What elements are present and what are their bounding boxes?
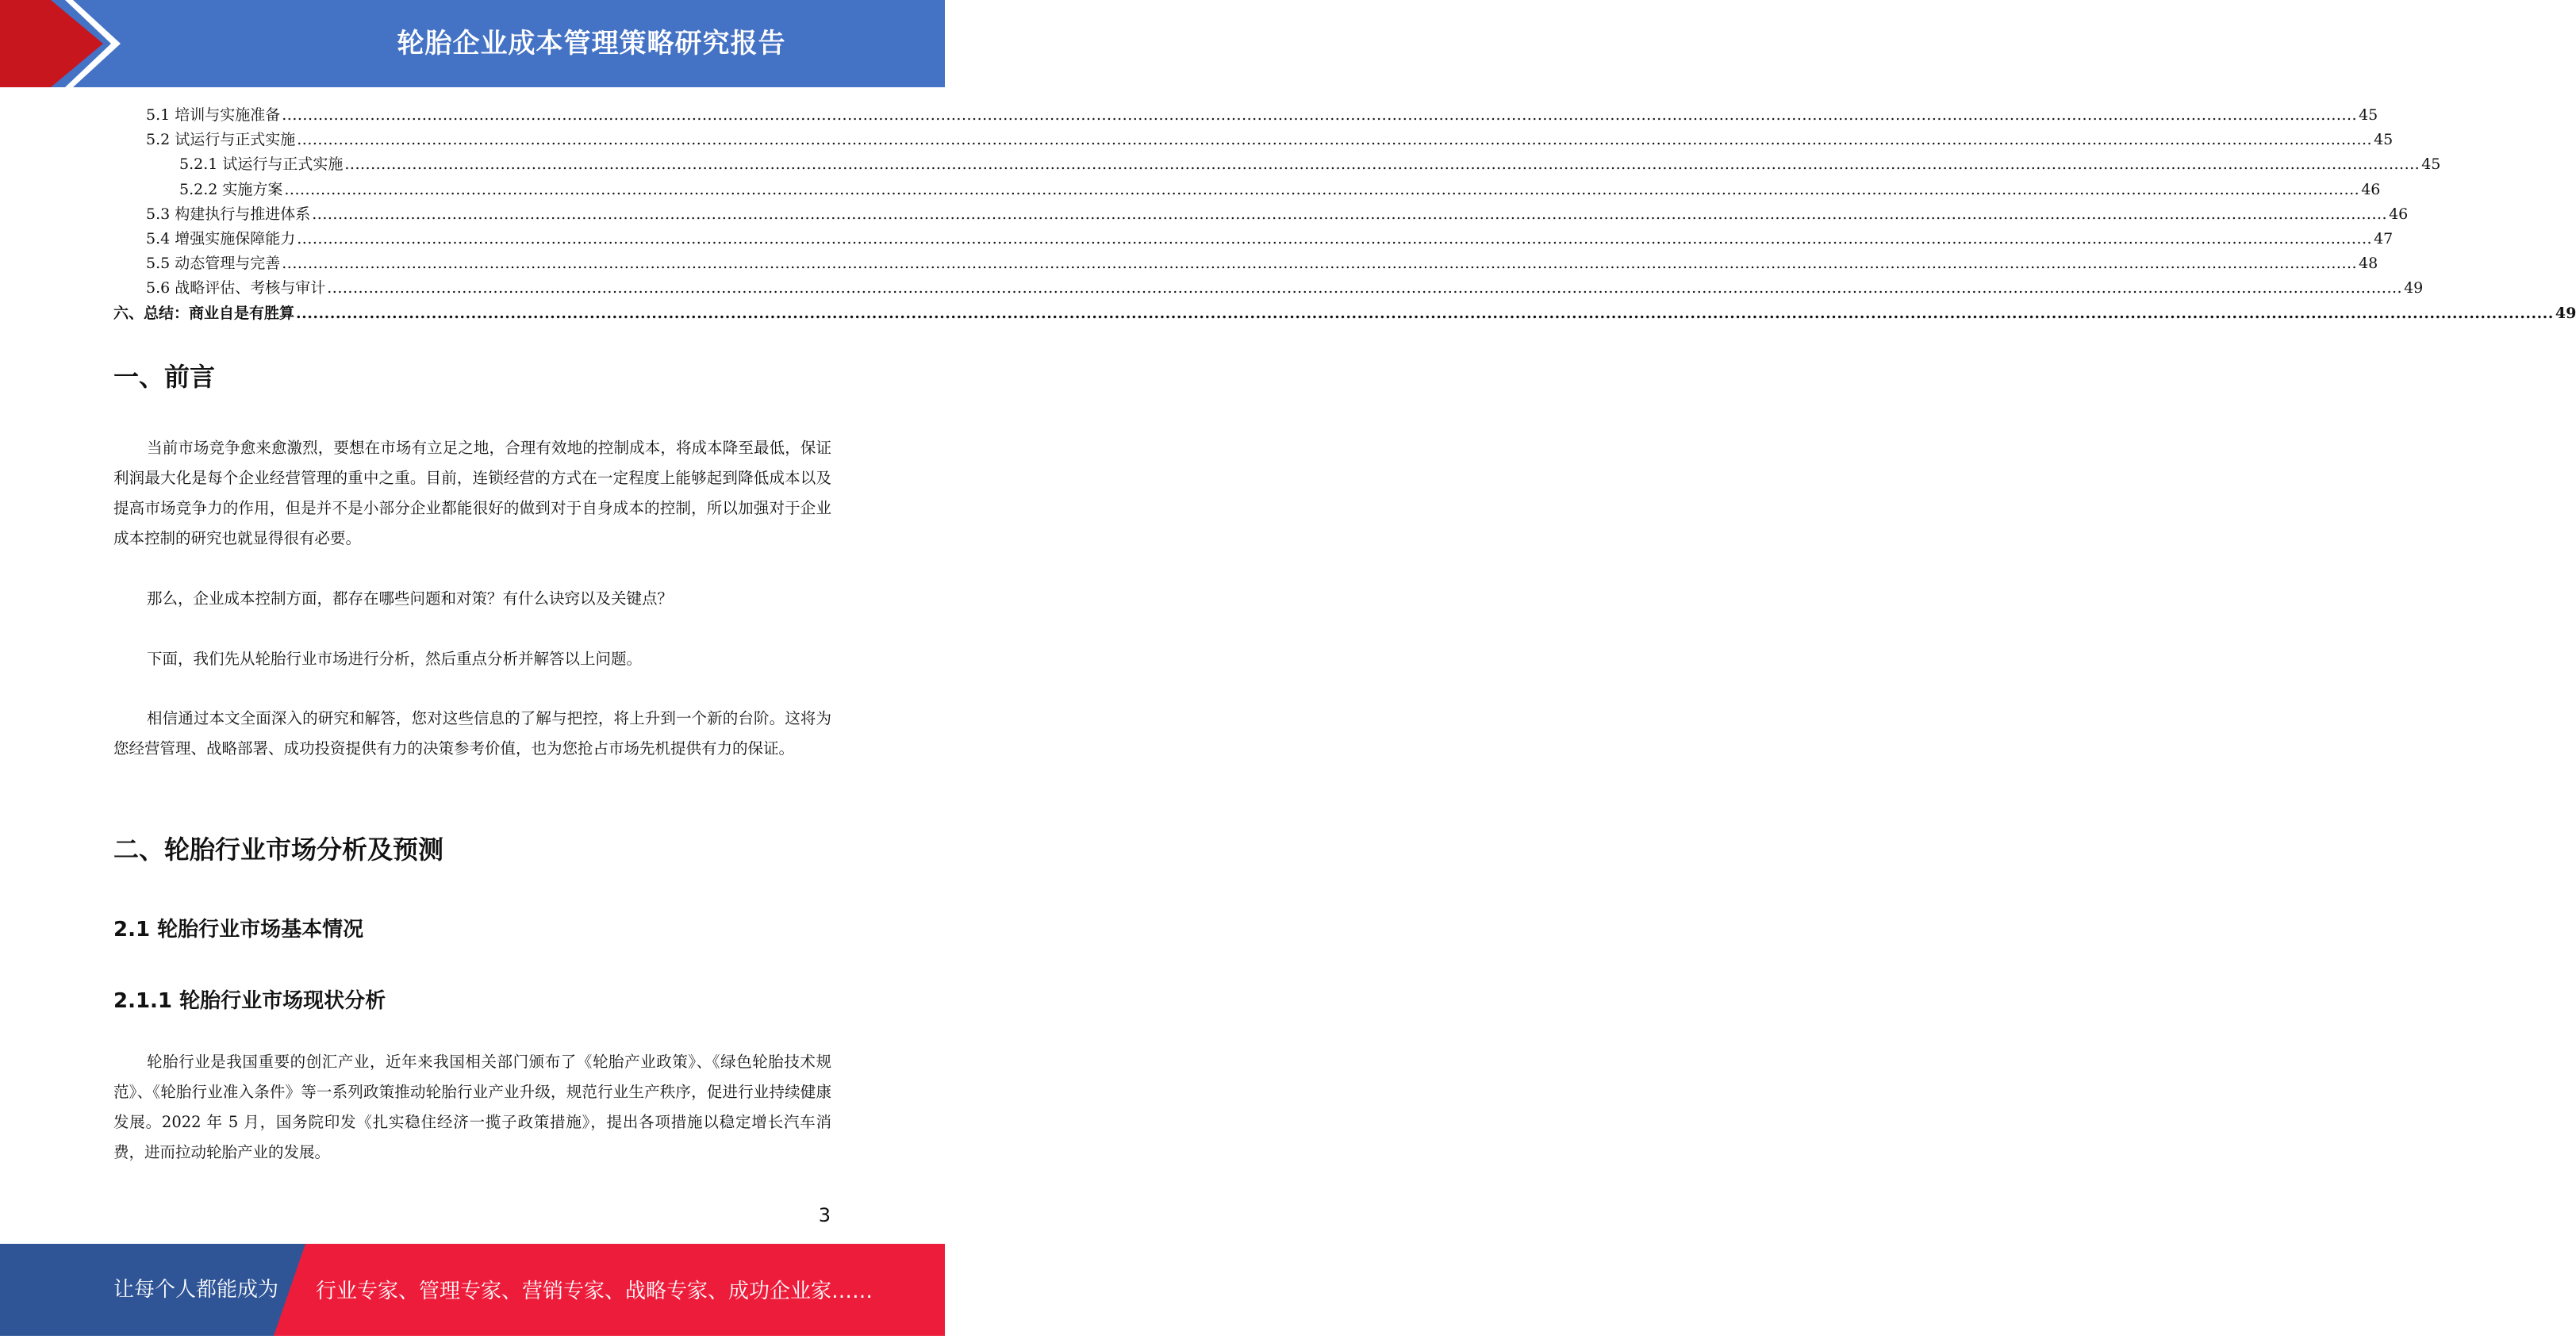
toc-entry[interactable] bbox=[113, 103, 2378, 128]
toc-entry[interactable] bbox=[113, 128, 2394, 152]
toc-leader-dots: ................................................................................................................................................................................................................................................................................................................................................................................................................ bbox=[297, 131, 2373, 149]
page-number: 3 bbox=[818, 1204, 831, 1226]
toc-entry-page: 46 bbox=[2361, 180, 2381, 198]
toc-entry[interactable] bbox=[113, 227, 2394, 251]
toc-entry-page: 49 bbox=[2555, 304, 2576, 322]
section-heading: 二、轮胎行业市场分析及预测 bbox=[113, 834, 444, 865]
toc-entry-title: 六、总结：商业自是有胜算 bbox=[113, 304, 295, 322]
section-heading: 一、前言 bbox=[113, 362, 216, 392]
toc-entry[interactable] bbox=[113, 202, 2409, 227]
page-footer bbox=[0, 1244, 945, 1336]
toc-entry-page: 45 bbox=[2359, 106, 2378, 124]
toc-entry[interactable] bbox=[113, 152, 2441, 177]
toc-entry-title: 5.6 战略评估、考核与审计 bbox=[146, 279, 326, 297]
toc-entry-title: 5.5 动态管理与完善 bbox=[146, 255, 281, 273]
subsection-heading: 2.1 轮胎行业市场基本情况 bbox=[113, 918, 364, 942]
toc-entry-page: 45 bbox=[2421, 155, 2441, 174]
toc-entry-page: 47 bbox=[2374, 229, 2394, 247]
toc-entry-page: 48 bbox=[2359, 255, 2378, 273]
toc-leader-dots: ................................................................................................................................................................................................................................................................................................................................................................................................................ bbox=[282, 255, 2358, 273]
toc-leader-dots: ................................................................................................................................................................................................................................................................................................................................................................................................................ bbox=[282, 106, 2358, 124]
toc-entry-title: 5.4 增强实施保障能力 bbox=[146, 229, 296, 247]
toc-entry-title: 5.2.1 试运行与正式实施 bbox=[179, 155, 344, 174]
body-paragraph: 当前市场竞争愈来愈激烈，要想在市场有立足之地，合理有效地的控制成本，将成本降至最低，保证利润最大化是每个企业经营管理的重中之重。目前，连锁经营的方式在一定程度上能够起到降低成本以及提高市场竞争力的作用，但是并不是小部分企业都能很好的做到对于自身成本的控制，所以加强对于企业成本控制的研究也就显得很有必要。 bbox=[113, 439, 831, 547]
toc-leader-dots: ................................................................................................................................................................................................................................................................................................................................................................................................................ bbox=[296, 304, 2554, 322]
report-title: 轮胎企业成本管理策略研究报告 bbox=[397, 28, 786, 59]
body-paragraph: 下面，我们先从轮胎行业市场进行分析，然后重点分析并解答以上问题。 bbox=[147, 650, 643, 668]
toc-entry[interactable] bbox=[113, 301, 2576, 326]
toc-leader-dots: ................................................................................................................................................................................................................................................................................................................................................................................................................ bbox=[344, 155, 2421, 174]
toc-entry-page: 46 bbox=[2389, 205, 2409, 223]
body-paragraph: 相信通过本文全面深入的研究和解答，您对这些信息的了解与把控，将上升到一个新的台阶。这将为您经营管理、战略部署、成功投资提供有力的决策参考价值，也为您抢占市场先机提供有力的保证。 bbox=[113, 709, 831, 758]
header-arrow-decoration bbox=[0, 0, 238, 87]
toc-leader-dots: ................................................................................................................................................................................................................................................................................................................................................................................................................ bbox=[284, 180, 2360, 198]
toc-entry-title: 5.3 构建执行与推进体系 bbox=[146, 205, 311, 223]
body-paragraph: 轮胎行业是我国重要的创汇产业，近年来我国相关部门颁布了《轮胎产业政策》、《绿色轮胎技术规范》、《轮胎行业准入条件》等一系列政策推动轮胎行业产业升级，规范行业生产秩序，促进行业持续健康发展。2022 年 5 月，国务院印发《扎实稳住经济一揽子政策措施》，提出各项措施以稳定增长汽车消费，进而拉动轮胎产业的发展。 bbox=[113, 1053, 831, 1161]
footer-slogan-right: 行业专家、管理专家、营销专家、战略专家、成功企业家…… bbox=[316, 1280, 873, 1303]
subsection-heading: 2.1.1 轮胎行业市场现状分析 bbox=[113, 989, 386, 1013]
toc-entry-title: 5.1 培训与实施准备 bbox=[146, 106, 281, 124]
body-paragraph: 那么，企业成本控制方面，都存在哪些问题和对策？有什么诀窍以及关键点？ bbox=[147, 589, 674, 608]
page-header bbox=[0, 0, 945, 87]
table-of-contents bbox=[113, 103, 2576, 326]
toc-entry[interactable] bbox=[113, 251, 2378, 276]
toc-entry-title: 5.2.2 实施方案 bbox=[179, 180, 283, 198]
toc-entry-title: 5.2 试运行与正式实施 bbox=[146, 131, 296, 149]
toc-leader-dots: ................................................................................................................................................................................................................................................................................................................................................................................................................ bbox=[312, 205, 2388, 223]
toc-entry-page: 45 bbox=[2374, 131, 2394, 149]
toc-entry[interactable] bbox=[113, 178, 2381, 202]
toc-entry[interactable] bbox=[113, 276, 2424, 301]
footer-slogan-left: 让每个人都能成为 bbox=[113, 1278, 279, 1302]
toc-leader-dots: ................................................................................................................................................................................................................................................................................................................................................................................................................ bbox=[327, 279, 2403, 297]
toc-entry-page: 49 bbox=[2404, 279, 2424, 297]
toc-leader-dots: ................................................................................................................................................................................................................................................................................................................................................................................................................ bbox=[297, 229, 2373, 247]
